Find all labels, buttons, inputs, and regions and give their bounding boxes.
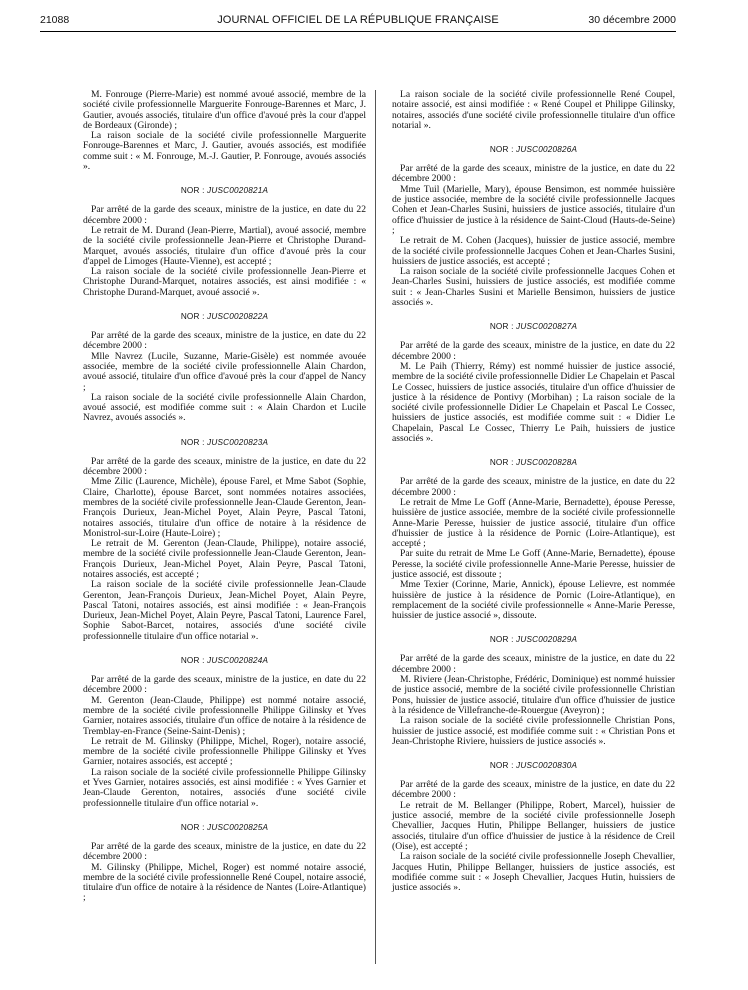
decree-paragraph: Le retrait de M. Durand (Jean-Pierre, Martial), avoué associé, membre de la société civile professionnelle Jean-Pierre et Christophe Durand-Marquet, avoués associés, titulaire d'un office d'avoué près la cour d'appel de Limoges (Haute-Vienne), est accepté ; bbox=[83, 224, 366, 267]
decree-paragraph: La raison sociale de la société civile professionnelle Joseph Chevallier, Jacques Hutin, Philippe Bellanger, huissiers de justice associés, est modifiée comme suit : « Joseph Chevallier, Jacques Hutin, huissiers de justice associés ». bbox=[392, 851, 675, 894]
decree-section bbox=[392, 761, 675, 893]
decree-paragraph: M. Gerenton (Jean-Claude, Philippe) est nommé notaire associé, membre de la société civile professionnelle Philippe Gilinsky et Yves Garnier, notaires associés, titulaire d'un office de notaire à la résidence de Tremblay-en-France (Seine-Saint-Denis) ; bbox=[83, 694, 366, 737]
nor-code: JUSC0020822A bbox=[207, 312, 269, 322]
issue-date: 30 décembre 2000 bbox=[588, 14, 676, 26]
decree-paragraph: Mme Tuil (Marielle, Mary), épouse Bensimon, est nommée huissière de justice associée, membre de la société civile professionnelle Jacques Cohen et Jean-Charles Susini, huissiers de justice associés, titulaire d'un office d'huissier de justice à la résidence de Saint-Cloud (Hauts-de-Seine) ; bbox=[392, 183, 675, 236]
decree-paragraph: Par arrêté de la garde des sceaux, ministre de la justice, en date du 22 décembre 2000 : bbox=[392, 476, 675, 498]
decree-section bbox=[83, 823, 366, 904]
nor-label: NOR : bbox=[180, 437, 205, 447]
nor-code: JUSC0020821A bbox=[207, 186, 269, 196]
nor-label: NOR : bbox=[180, 186, 205, 196]
nor-code: JUSC0020823A bbox=[207, 437, 269, 447]
intro-paragraph: La raison sociale de la société civile professionnelle Marguerite Fonrouge-Barennes et Marc, J. Gautier, avoués associés, est modifiée comme suit : « M. Fonrouge, M.-J. Gautier, P. Fonrouge, avoués associés ». bbox=[83, 130, 366, 173]
nor-code: JUSC0020827A bbox=[516, 322, 578, 332]
nor-code: JUSC0020826A bbox=[516, 145, 578, 155]
decree-paragraph: M. Gilinsky (Philippe, Michel, Roger) est nommé notaire associé, membre de la société civile professionnelle René Coupel, notaire associé, titulaire d'un office de notaire à la résidence de Nantes (Loire-Atlantique) ; bbox=[83, 861, 366, 904]
decree-paragraph: Par arrêté de la garde des sceaux, ministre de la justice, en date du 22 décembre 2000 : bbox=[83, 455, 366, 478]
nor-reference bbox=[392, 458, 675, 467]
nor-reference bbox=[392, 635, 675, 644]
nor-label: NOR : bbox=[489, 322, 514, 332]
decree-paragraph: La raison sociale de la société civile professionnelle Jean-Claude Gerenton, Jean-François Durieux, Jean-Michel Poyet, Alain Peyre, Pascal Tatoni, notaires associés, est ainsi modifiée : « Jean-François Durieux, Jean-Michel Poyet, Alain Peyre, Pascal Tatoni, Laurence Farel, Sophie Sabot-Barcet, notaires, associés d'une société civile professionnelle titulaire d'un office notarial ». bbox=[83, 579, 366, 642]
decree-paragraph: Mlle Navrez (Lucile, Suzanne, Marie-Gisèle) est nommée avouée associée, membre de la société civile professionnelle Alain Chardon, avoué associé, titulaire d'un office d'avoué près la cour d'appel de Nancy ; bbox=[83, 350, 366, 393]
decree-paragraph: Le retrait de M. Gerenton (Jean-Claude, Philippe), notaire associé, membre de la société civile professionnelle Jean-Claude Gerenton, Jean-François Durieux, Jean-Michel Poyet, Alain Peyre, Pascal Tatoni, notaires associés, est accepté ; bbox=[83, 538, 366, 580]
decree-section bbox=[392, 458, 675, 621]
nor-label: NOR : bbox=[489, 635, 514, 645]
decree-paragraph: Par arrêté de la garde des sceaux, ministre de la justice, en date du 22 décembre 2000 : bbox=[83, 840, 366, 863]
nor-reference bbox=[83, 438, 366, 447]
decree-section bbox=[83, 186, 366, 298]
decree-paragraph: Par arrêté de la garde des sceaux, ministre de la justice, en date du 22 décembre 2000 : bbox=[392, 779, 675, 801]
decree-paragraph: M. Le Paih (Thierry, Rémy) est nommé huissier de justice associé, membre de la société civile professionnelle Didier Le Chapelain et Pascal Le Cossec, huissiers de justice associés, titulaire d'un office d'huissier de justice à la résidence de Pontivy (Morbihan) ; La raison sociale de la société civile professionnelle Didier Le Chapelain et Pascal Le Cossec, huissiers de justice associés, est modifiée comme suit : « Didier Le Chapelain, Pascal Le Cossec, Thierry Le Paih, huissiers de justice associés ». bbox=[392, 360, 675, 445]
decree-paragraph: Mme Zilic (Laurence, Michèle), épouse Farel, et Mme Sabot (Sophie, Claire, Charlotte), épouse Barcet, sont nommées notaires associées, membres de la société civile professionnelle Jean-Claude Gerenton, Jean-François Durieux, Jean-Michel Poyet, Alain Peyre, Pascal Tatoni, notaires associés, titulaire d'un office de notaire à la résidence de Monistrol-sur-Loire (Haute-Loire) ; bbox=[83, 476, 366, 539]
decree-paragraph: Par arrêté de la garde des sceaux, ministre de la justice, en date du 22 décembre 2000 : bbox=[392, 340, 675, 362]
decree-section bbox=[392, 145, 675, 308]
decree-section bbox=[83, 312, 366, 424]
decree-paragraph: La raison sociale de la société civile professionnelle Alain Chardon, avoué associé, est modifiée comme suit : « Alain Chardon et Lucile Navrez, avoués associés ». bbox=[83, 391, 366, 424]
nor-code: JUSC0020830A bbox=[516, 761, 578, 771]
decree-paragraph: Par arrêté de la garde des sceaux, ministre de la justice, en date du 22 décembre 2000 : bbox=[392, 653, 675, 675]
nor-reference bbox=[83, 656, 366, 665]
header-rule bbox=[40, 31, 676, 32]
nor-code: JUSC0020825A bbox=[207, 822, 269, 832]
nor-label: NOR : bbox=[489, 761, 514, 771]
decree-paragraph: Le retrait de Mme Le Goff (Anne-Marie, Bernadette), épouse Peresse, huissière de justice associée, membre de la société civile professionnelle Anne-Marie Peresse, huissier de justice associé, titulaire d'un office d'huissier de justice à la résidence de Pornic (Loire-Atlantique), est accepté ; bbox=[392, 496, 675, 550]
decree-section bbox=[392, 635, 675, 747]
nor-reference bbox=[83, 312, 366, 321]
page-number: 21088 bbox=[40, 14, 70, 26]
decree-paragraph: La raison sociale de la société civile professionnelle Jean-Pierre et Christophe Durand-Marquet, notaires associés, est ainsi modifiée : « Christophe Durand-Marquet, avoué associé ». bbox=[83, 266, 366, 298]
decree-paragraph: Par suite du retrait de Mme Le Goff (Anne-Marie, Bernadette), épouse Peresse, la société civile professionnelle Anne-Marie Peresse, huissier de justice associé, est dissoute ; bbox=[392, 548, 675, 580]
right-column bbox=[392, 90, 675, 893]
nor-label: NOR : bbox=[489, 458, 514, 468]
page-header bbox=[40, 14, 676, 30]
left-column bbox=[83, 90, 366, 904]
decree-paragraph: Le retrait de M. Gilinsky (Philippe, Michel, Roger), notaire associé, membre de la société civile professionnelle Philippe Gilinsky et Yves Garnier, notaires associés, est accepté ; bbox=[83, 735, 366, 768]
decree-paragraph: M. Riviere (Jean-Christophe, Frédéric, Dominique) est nommé huissier de justice associé, membre de la société civile professionnelle Christian Pons, huissier de justice associé, titulaire d'un office d'huissier de justice à la résidence de Villefranche-de-Rouergue (Aveyron) ; bbox=[392, 674, 675, 716]
intro-paragraph: La raison sociale de la société civile professionnelle René Coupel, notaire associé, est ainsi modifiée : « René Coupel et Philippe Gilinsky, notaires, associés d'une société civile professionnelle titulaire d'un office notarial ». bbox=[392, 89, 675, 131]
intro-paragraph: M. Fonrouge (Pierre-Marie) est nommé avoué associé, membre de la société civile professionnelle Marguerite Fonrouge-Barennes et Marc, J. Gautier, avoués associés, titulaire d'un office d'avoué près la cour d'appel de Bordeaux (Gironde) ; bbox=[83, 89, 366, 131]
decree-paragraph: Mme Texier (Corinne, Marie, Annick), épouse Lelievre, est nommée huissière de justice à la résidence de Pornic (Loire-Atlantique), en remplacement de la société civile professionnelle « Anne-Marie Peresse, huissier de justice associé », dissoute. bbox=[392, 579, 675, 622]
decree-paragraph: Par arrêté de la garde des sceaux, ministre de la justice, en date du 22 décembre 2000 : bbox=[83, 204, 366, 226]
nor-code: JUSC0020824A bbox=[207, 656, 269, 666]
decree-paragraph: Le retrait de M. Cohen (Jacques), huissier de justice associé, membre de la société civile professionnelle Jacques Cohen et Jean-Charles Susini, huissiers de justice associés, est accepté ; bbox=[392, 235, 675, 267]
nor-code: JUSC0020828A bbox=[516, 458, 578, 468]
decree-paragraph: La raison sociale de la société civile professionnelle Christian Pons, huissier de justice associé, est modifiée comme suit : « Christian Pons et Jean-Christophe Riviere, huissiers de justice associés ». bbox=[392, 715, 675, 747]
decree-section bbox=[83, 656, 366, 809]
journal-title: JOURNAL OFFICIEL DE LA RÉPUBLIQUE FRANÇAISE bbox=[217, 14, 499, 26]
nor-reference bbox=[392, 322, 675, 331]
nor-label: NOR : bbox=[180, 656, 205, 666]
decree-paragraph: Par arrêté de la garde des sceaux, ministre de la justice, en date du 22 décembre 2000 : bbox=[392, 163, 675, 185]
column-divider bbox=[375, 90, 376, 964]
decree-paragraph: La raison sociale de la société civile professionnelle Jacques Cohen et Jean-Charles Susini, huissiers de justice associés, est modifiée comme suit : « Jean-Charles Susini et Marielle Bensimon, huissiers de justice associés ». bbox=[392, 266, 675, 309]
nor-reference bbox=[392, 145, 675, 154]
nor-reference bbox=[392, 761, 675, 770]
nor-label: NOR : bbox=[489, 145, 514, 155]
nor-label: NOR : bbox=[180, 312, 205, 322]
nor-label: NOR : bbox=[180, 822, 205, 832]
decree-section bbox=[83, 438, 366, 642]
decree-paragraph: La raison sociale de la société civile professionnelle Philippe Gilinsky et Yves Garnier, notaires associés, est ainsi modifiée : « Yves Garnier et Jean-Claude Gerenton, notaires, associés d'une société civile professionnelle titulaire d'un office notarial ». bbox=[83, 766, 366, 809]
decree-paragraph: Par arrêté de la garde des sceaux, ministre de la justice, en date du 22 décembre 2000 : bbox=[83, 674, 366, 696]
nor-reference bbox=[83, 186, 366, 195]
nor-reference bbox=[83, 823, 366, 832]
decree-paragraph: Le retrait de M. Bellanger (Philippe, Robert, Marcel), huissier de justice associé, membre de la société civile professionnelle Joseph Chevallier, Jacques Hutin, Philippe Bellanger, huissiers de justice associés, titulaire d'un office d'huissier de justice à la résidence de Creil (Oise), est accepté ; bbox=[392, 799, 675, 852]
decree-paragraph: Par arrêté de la garde des sceaux, ministre de la justice, en date du 22 décembre 2000 : bbox=[83, 330, 366, 352]
nor-code: JUSC0020829A bbox=[516, 635, 578, 645]
decree-section bbox=[392, 322, 675, 444]
